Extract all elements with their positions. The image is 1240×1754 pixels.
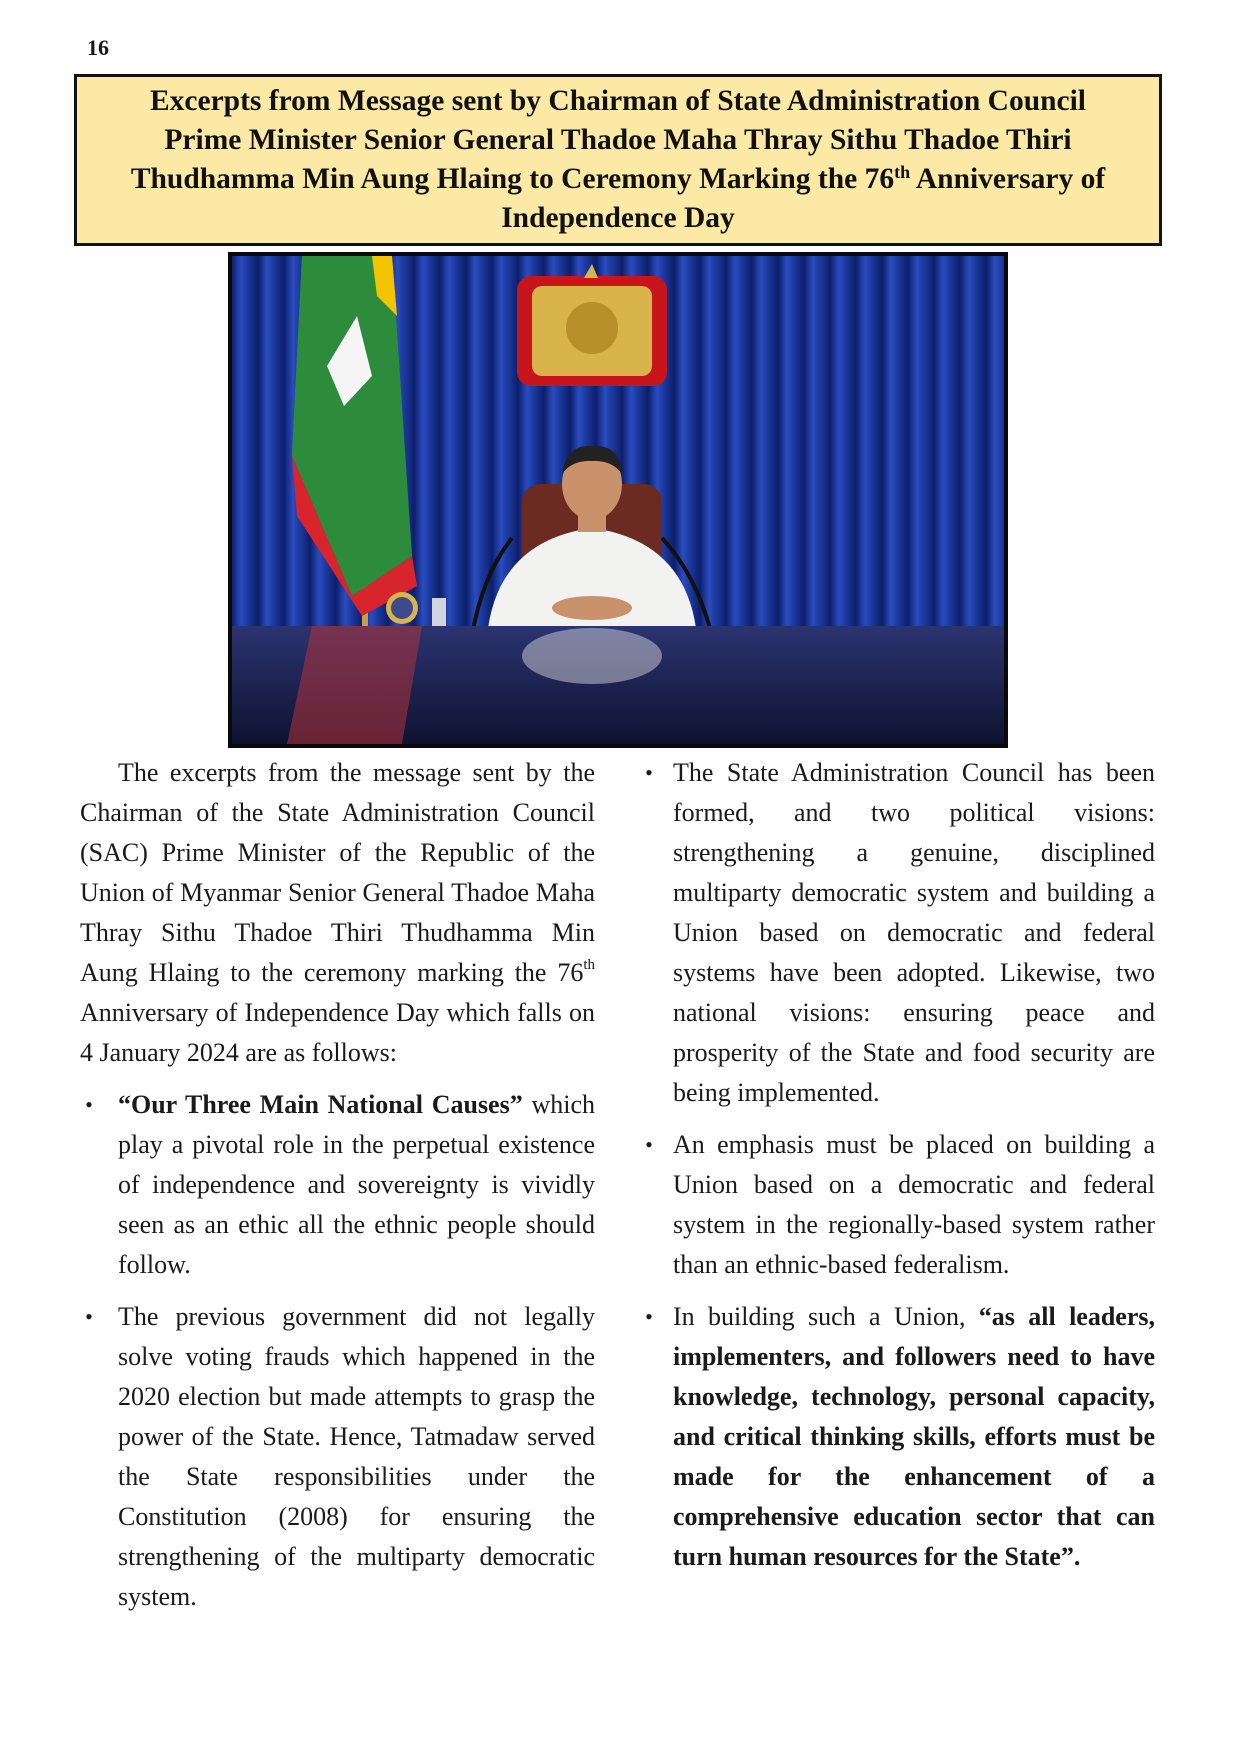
left-column	[80, 753, 595, 1629]
bullet-item	[80, 1297, 595, 1617]
speech-photo	[228, 252, 1008, 748]
bullet-item	[640, 1125, 1155, 1285]
bullet-text: An emphasis must be placed on building a Union based on a democratic and federal system in the regionally-based system rather than an ethnic-based federalism.	[673, 1130, 1155, 1279]
right-column	[640, 753, 1155, 1589]
bullet-item	[640, 753, 1155, 1113]
title-box	[74, 74, 1162, 246]
bullet-dot: •	[645, 760, 653, 785]
bullet-bold-text: “as all leaders, implementers, and followers need to have knowledge, technology, personal capacity, and critical thinking skills, efforts must be made for the enhancement of a comprehensive education sector that can turn human resources for the State”.	[673, 1302, 1155, 1571]
bullet-text: The State Administration Council has been formed, and two political visions: strengthening a genuine, disciplined multiparty democratic system and building a Union based on democratic and federal systems have been adopted. Likewise, two national visions: ensuring peace and prosperity of the State and food security are being implemented.	[673, 758, 1155, 1107]
state-emblem	[517, 264, 667, 386]
bullet-dot: •	[645, 1132, 653, 1157]
title-line-3-pre: Thudhamma Min Aung Hlaing to Ceremony Marking the 76	[130, 163, 895, 195]
bullet-item	[640, 1297, 1155, 1577]
page-number: 16	[87, 35, 109, 60]
title-line-4: Independence Day	[501, 202, 735, 234]
intro-paragraph	[80, 753, 595, 1073]
title-line-1: Excerpts from Message sent by Chairman of State Administration Council	[149, 85, 1087, 117]
bullet-dot: •	[85, 1304, 93, 1329]
bullet-dot: •	[645, 1304, 653, 1329]
bullet-item	[80, 1085, 595, 1285]
pen-holder	[432, 598, 446, 626]
intro-ordinal-suffix: th	[583, 957, 595, 973]
title-line-2: Prime Minister Senior General Thadoe Maha Thray Sithu Thadoe Thiri	[164, 124, 1072, 156]
bullet-text: The previous government did not legally solve voting frauds which happened in the 2020 election but made attempts to grasp the power of the State. Hence, Tatmadaw served the State responsibilities under the Constitution (2008) for ensuring the strengthening of the multiparty democratic system.	[118, 1302, 595, 1611]
page-title	[113, 82, 1123, 238]
title-ordinal-suffix: th	[894, 162, 911, 182]
bullet-dot: •	[85, 1092, 93, 1117]
bullet-text-pre: In building such a Union,	[673, 1302, 979, 1331]
intro-text-pre: The excerpts from the message sent by the Chairman of the State Administration Council (SAC) Prime Minister of the Republic of the Union of Myanmar Senior General Thadoe Maha Thray Sithu Thadoe Thiri Thudhamma Min Aung Hlaing to the ceremony marking the 76	[80, 758, 595, 987]
speech-photo-illustration	[232, 256, 1004, 744]
bullet-text: which play a pivotal role in the perpetual existence of independence and sovereignty is vividly seen as an ethic all the ethnic people should follow.	[118, 1090, 595, 1279]
bullet-bold-text: “Our Three Main National Causes”	[118, 1090, 523, 1119]
intro-text-post: Anniversary of Independence Day which falls on 4 January 2024 are as follows:	[80, 998, 595, 1067]
title-line-3-post: Anniversary of	[910, 163, 1106, 195]
